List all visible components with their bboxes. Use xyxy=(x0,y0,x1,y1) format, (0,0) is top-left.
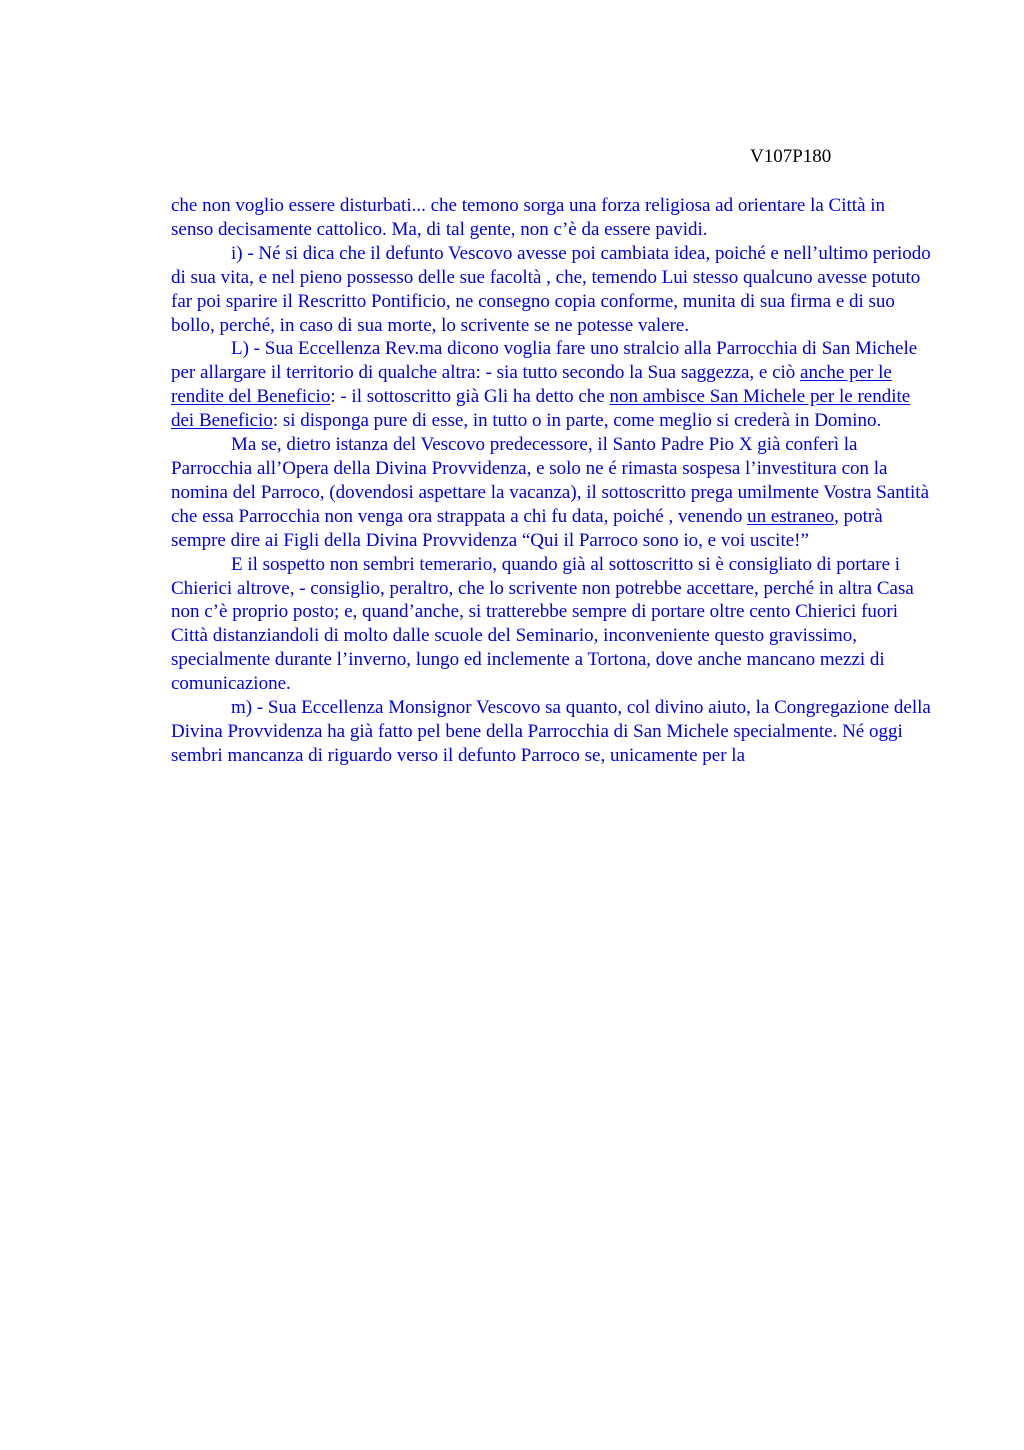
page-reference: V107P180 xyxy=(750,146,832,167)
paragraph-l xyxy=(171,337,931,433)
document-body xyxy=(171,194,931,768)
paragraph-l-text-b: : - il sottoscritto già Gli ha detto che xyxy=(330,386,610,408)
paragraph-m: m) - Sua Eccellenza Monsignor Vescovo sa quanto, col divino aiuto, la Congregazione della Divina Provvidenza ha già fatto pel bene della Parrocchia di San Michele specialmente. Né oggi sembri mancanza di riguardo verso il defunto Parroco se, unicamente per la xyxy=(171,697,931,766)
paragraph-1: che non voglio essere disturbati... che temono sorga una forza religiosa ad orientare la Città in senso decisamente cattolico. Ma, di tal gente, non c’è da essere pavidi. xyxy=(171,195,886,240)
paragraph-ma-se-text-b: , potrà sempre dire ai Figli della Divina Provvidenza “Qui il Parroco sono io, e voi uscite!” xyxy=(171,505,883,551)
paragraph-ma-se-text-a: Ma se, dietro istanza del Vescovo predecessore, il Santo Padre Pio X già conferì la Parrocchia all’Opera della Divina Provvidenza, e solo ne é rimasta sospesa l’investitura con la nomina del Parroco, (dovendosi aspettare la vacanza), il sottoscritto prega umilmente Vostra Santità che essa Parrocchia non venga ora strappata a chi fu data, poiché , venendo xyxy=(171,434,930,527)
paragraph-ma-se xyxy=(171,433,931,553)
paragraph-i: i) - Né si dica che il defunto Vescovo avesse poi cambiata idea, poiché e nell’ultimo periodo di sua vita, e nel pieno possesso delle sue facoltà , che, temendo Lui stesso qualcuno avesse potuto far poi sparire il Rescritto Pontificio, ne consegno copia conforme, munita di sua firma e di suo bollo, perché, in caso di sua morte, lo scrivente se ne potesse valere. xyxy=(171,242,931,336)
paragraph-l-text-a: L) - Sua Eccellenza Rev.ma dicono voglia fare uno stralcio alla Parrocchia di San Michele per allargare il territorio di qualche altra: - sia tutto secondo la Sua saggezza, e ciò xyxy=(171,338,918,384)
underlined-phrase-rendite: anche per le rendite del Beneficio xyxy=(171,362,892,408)
paragraph-l-text-c: : si disponga pure di esse, in tutto o in parte, come meglio si crederà in Domino. xyxy=(272,410,882,432)
paragraph-sospetto: E il sospetto non sembri temerario, quando già al sottoscritto si è consigliato di portare i Chierici altrove, - consiglio, peraltro, che lo scrivente non potrebbe accettare, perché in altra Casa non c’è proprio posto; e, quand’anche, si tratterebbe sempre di portare oltre cento Chierici fuori Città distanziandoli di molto dalle scuole del Seminario, inconveniente questo gravissimo, specialmente durante l’inverno, lungo ed inclemente a Tortona, dove anche mancano mezzi di comunicazione. xyxy=(171,553,914,695)
underlined-phrase-estraneo: un estraneo xyxy=(747,505,835,527)
underlined-phrase-non-ambisce: non ambisce San Michele per le rendite dei Beneficio xyxy=(171,386,911,432)
